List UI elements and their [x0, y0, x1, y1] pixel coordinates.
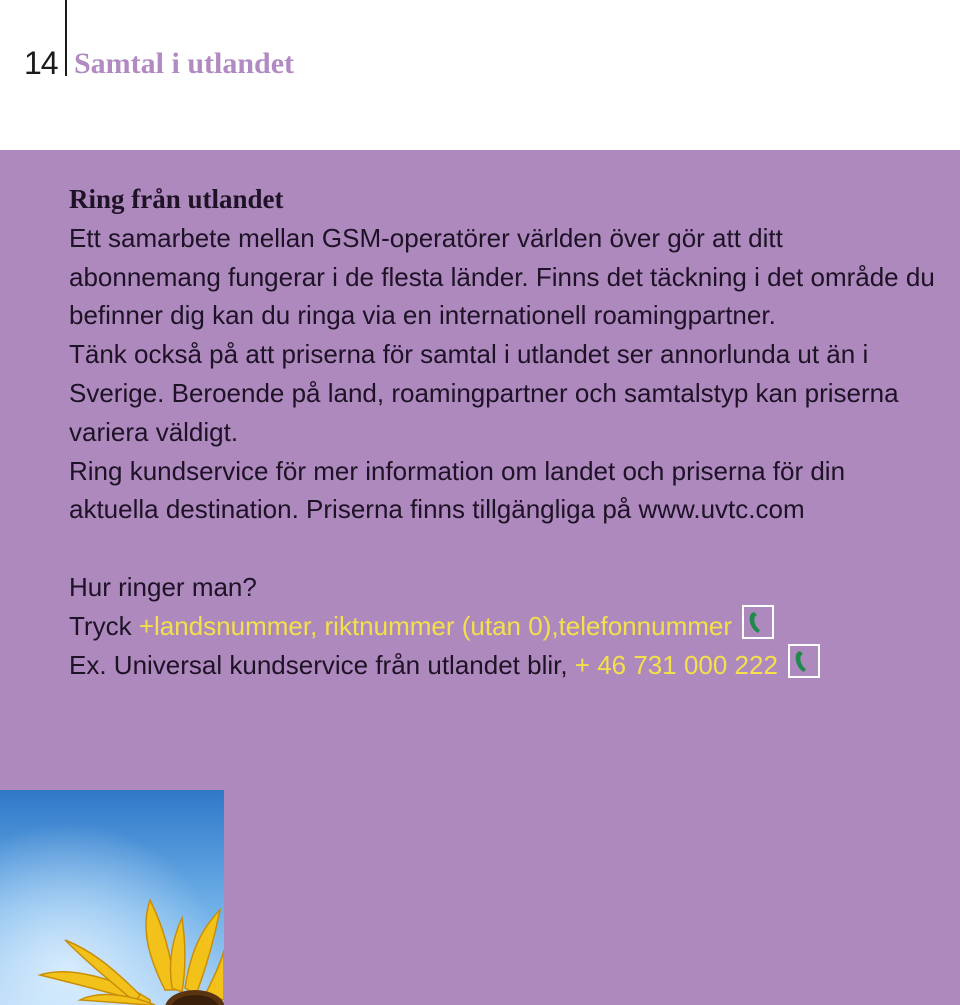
header-divider: [65, 0, 67, 76]
howto-question: Hur ringer man?: [69, 571, 257, 602]
dial-format: +landsnummer, riktnummer (utan 0),telefonnummer: [138, 610, 733, 641]
content-text: [69, 180, 939, 684]
paragraph: Ett samarbete mellan GSM-operatörer världen över gör att ditt abonnemang fungerar i de flesta länder. Finns det täckning i det område du befinner dig kan du ringa via en internationell roamingpartner.: [69, 222, 935, 331]
sunflower-photo: [0, 790, 224, 1005]
paragraph: Tänk också på att priserna för samtal i utlandet ser annorlunda ut än i Sverige. Beroende på land, roamingpartner och samtalstyp kan priserna variera väldigt.: [69, 339, 899, 447]
phone-handset-icon: [742, 605, 774, 639]
dial-prefix: Tryck: [69, 610, 139, 641]
dial-instruction: [69, 607, 939, 646]
section-heading: Ring från utlandet: [69, 184, 284, 214]
phone-handset-icon: [788, 644, 820, 678]
example-line: [69, 646, 939, 685]
spacer: [69, 529, 939, 568]
example-number: + 46 731 000 222: [574, 649, 778, 680]
paragraph: Ring kundservice för mer information om landet och priserna för din aktuella destination. Priserna finns tillgängliga på www.uvtc.com: [69, 455, 846, 525]
example-prefix: Ex. Universal kundservice från utlandet blir,: [69, 649, 575, 680]
page-number: 14: [24, 45, 58, 81]
section-title: Samtal i utlandet: [74, 47, 295, 80]
